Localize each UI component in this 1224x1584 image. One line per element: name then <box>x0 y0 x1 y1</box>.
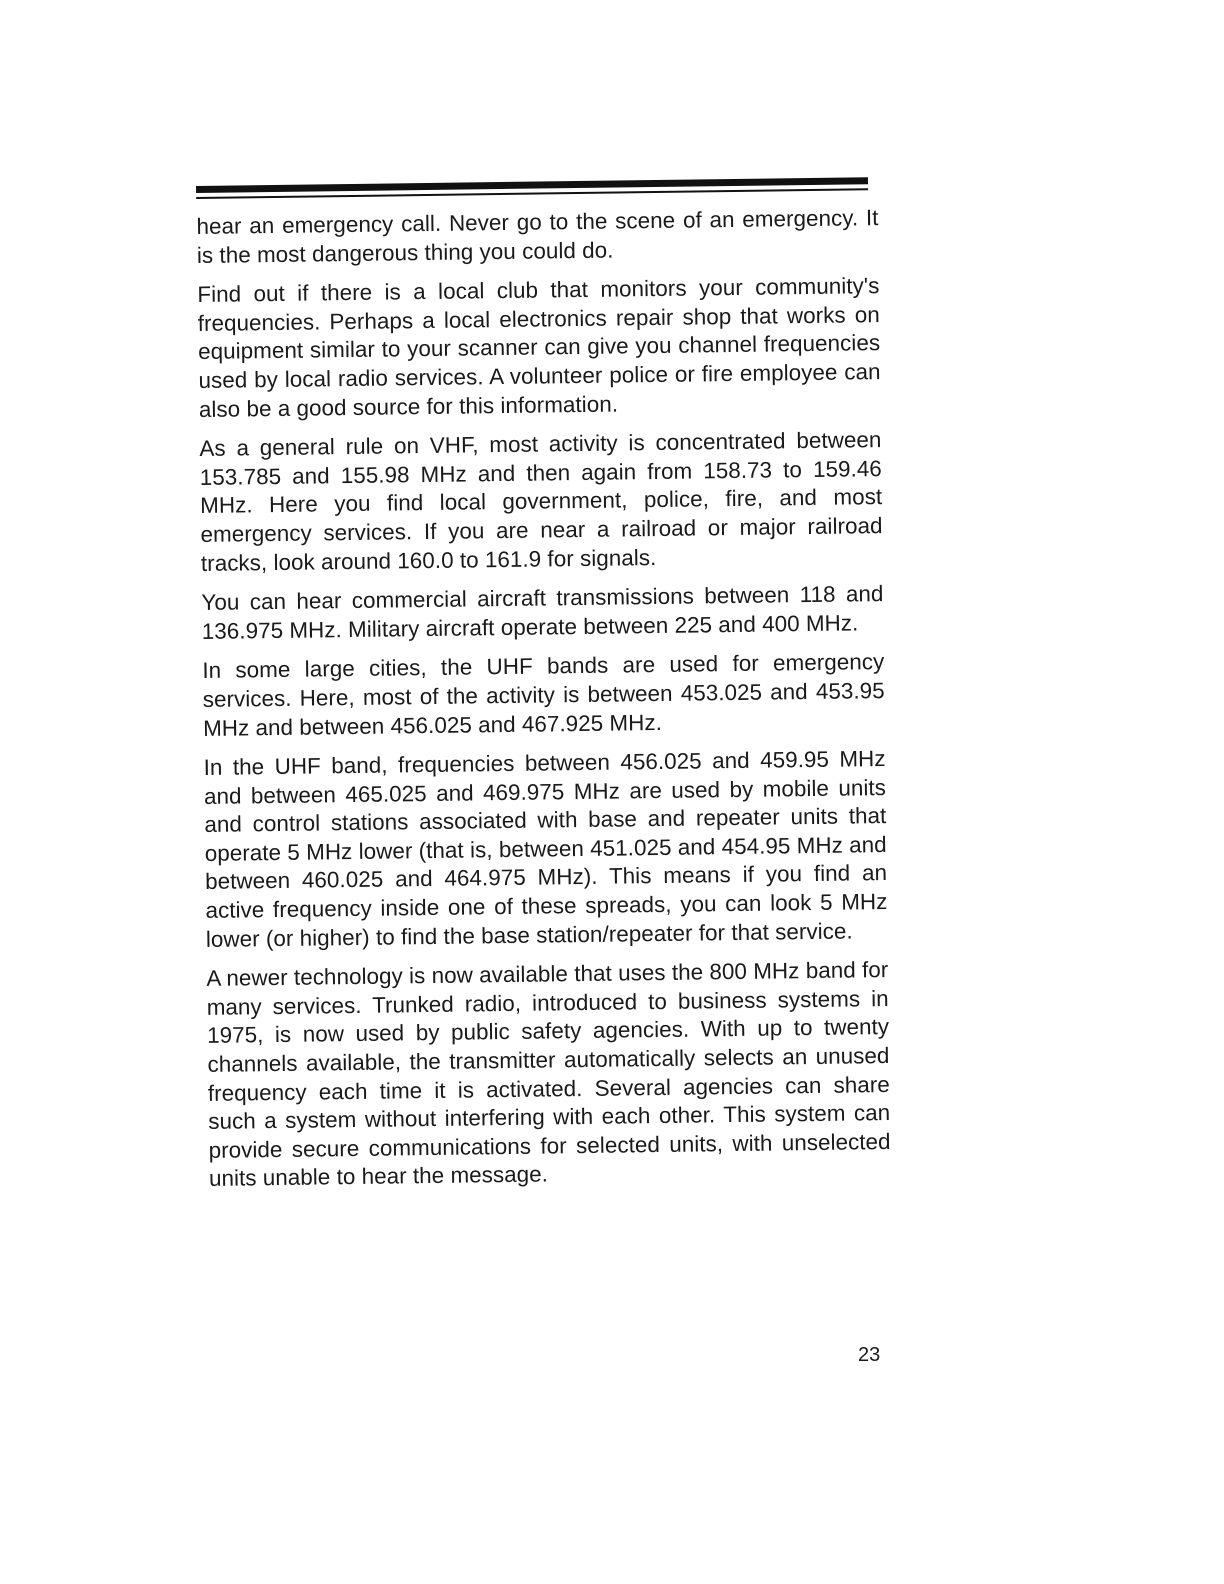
page-number: 23 <box>858 1344 881 1366</box>
paragraph-uhf-band: In the UHF band, frequencies between 456.025 and 459.95 MHz and between 465.025 and 469.975 MHz are used by mobile units and control stations associated with base and repeater units that operate 5 MHz lower (that is, between 451.025 and 454.95 MHz and between 460.025 and 464.975 MHz). This means if you find an active frequency inside one of these spreads, you can look 5 MHz lower (or higher) to find the base station/repeater for that service. <box>203 746 888 952</box>
paragraph-vhf-rule: As a general rule on VHF, most activity is concentrated between 153.785 and 155.98 MHz and then again from 158.73 to 159.46 MHz. Here you find local government, police, fire, and most emergency services. If you are near a railroad or major railroad tracks, look around 160.0 to 161.9 for signals. <box>199 427 883 576</box>
paragraph-uhf-cities: In some large cities, the UHF bands are used for emergency services. Here, most of the activity is between 453.025 and 453.95 MHz and between 456.025 and 467.925 MHz. <box>202 649 885 741</box>
paragraph-emergency-call: hear an emergency call. Never go to the scene of an emergency. It is the most dangerous thing you could do. <box>196 205 879 268</box>
body-text <box>196 204 891 1194</box>
paragraph-local-club: Find out if there is a local club that monitors your community's frequencies. Perhaps a local electronics repair shop that works on equipment similar to your scanner can give you channel frequencies used by local radio services. A volunteer police or fire employee can also be a good source for this information. <box>197 273 881 422</box>
paragraph-aircraft: You can hear commercial aircraft transmissions between 118 and 136.975 MHz. Military aircraft operate between 225 and 400 MHz. <box>201 581 884 644</box>
paragraph-trunked-radio: A newer technology is now available that uses the 800 MHz band for many services. Trunked radio, introduced to business systems in 1975, is now used by public safety agencies. With up to twenty channels available, the transmitter automatically selects an unused frequency each time it is activated. Several agencies can share such a system without interfering with each other. This system can provide secure communications for selected units, with unselected units unable to hear the message. <box>206 957 891 1192</box>
page-content <box>196 177 891 1205</box>
